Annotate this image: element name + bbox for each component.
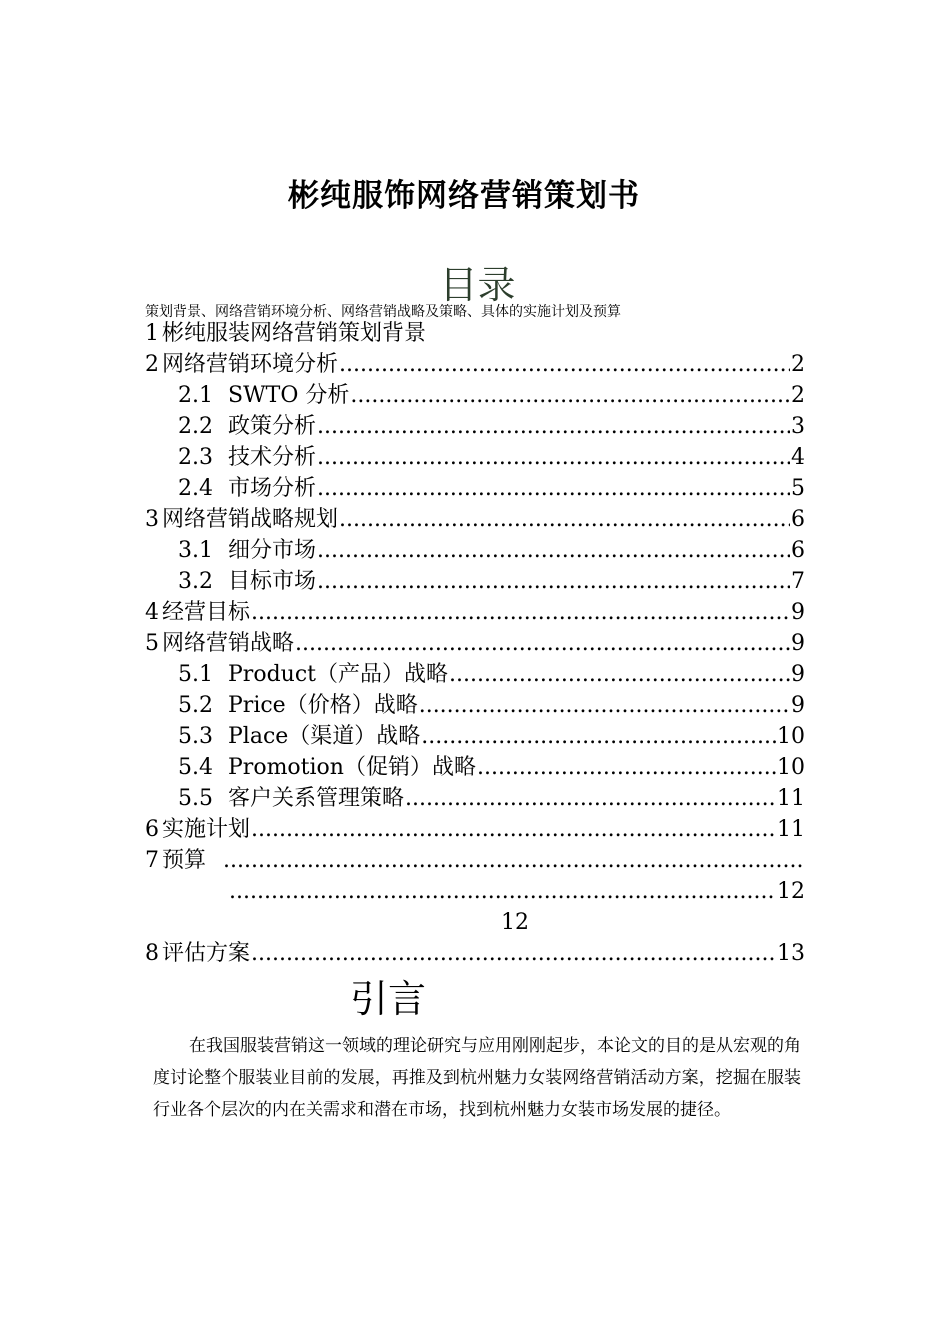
table-of-contents: [145, 318, 805, 969]
toc-entry[interactable]: [145, 380, 805, 411]
toc-entry-page: 6: [791, 538, 805, 563]
toc-entry-label: SWTO 分析: [228, 383, 350, 408]
toc-entry[interactable]: [145, 318, 805, 349]
toc-entry-label: 政策分析: [228, 414, 317, 439]
toc-entry-page: 9: [791, 600, 805, 625]
toc-entry-page: 2: [791, 383, 805, 408]
toc-entry-label: 预算: [162, 848, 207, 873]
toc-entry-page: 10: [777, 755, 805, 780]
toc-entry-page: 11: [777, 817, 805, 842]
toc-subtitle: 策划背景、网络营销环境分析、网络营销战略及策略、具体的实施计划及预算: [145, 304, 621, 320]
toc-entry-number: 5.4: [178, 755, 213, 780]
toc-entry-number: 3: [145, 507, 159, 532]
toc-leader-dots: [317, 566, 790, 597]
toc-stray-page-number: [145, 907, 805, 938]
toc-entry-label: Promotion（促销）战略: [228, 755, 476, 780]
toc-entry-label: 网络营销环境分析: [162, 352, 339, 377]
toc-entry[interactable]: [145, 504, 805, 535]
toc-entry-page: 4: [791, 445, 805, 470]
toc-entry-number: 8: [145, 941, 159, 966]
toc-leader-dots: [477, 752, 776, 783]
toc-entry-number: 2: [145, 352, 159, 377]
toc-leader-dots: [421, 721, 776, 752]
document-title: 彬纯服饰网络营销策划书: [288, 178, 640, 214]
toc-entry[interactable]: [145, 535, 805, 566]
toc-entry[interactable]: [145, 783, 805, 814]
intro-heading: 引言: [350, 977, 427, 1021]
toc-entry[interactable]: [145, 442, 805, 473]
toc-leader-dots: [251, 938, 776, 969]
toc-entry-number: 5.2: [178, 693, 213, 718]
toc-entry-page: 5: [791, 476, 805, 501]
toc-entry-page: 10: [777, 724, 805, 749]
toc-entry[interactable]: [145, 597, 805, 628]
toc-entry-page: 6: [791, 507, 805, 532]
toc-entry-number: 3.2: [178, 569, 213, 594]
toc-entry-number: 5.5: [178, 786, 213, 811]
toc-entry-page: 12: [777, 879, 805, 904]
toc-leader-dots: [251, 597, 790, 628]
toc-entry[interactable]: [145, 349, 805, 380]
toc-entry[interactable]: [145, 566, 805, 597]
toc-entry[interactable]: [145, 690, 805, 721]
toc-entry-number: 2.3: [178, 445, 213, 470]
toc-entry-page: 9: [791, 662, 805, 687]
toc-entry-label: 实施计划: [162, 817, 251, 842]
toc-entry-number: 5.1: [178, 662, 213, 687]
toc-leader-dots: [317, 411, 790, 442]
toc-entry-number: 2.1: [178, 383, 213, 408]
toc-leader-dots: [317, 535, 790, 566]
toc-entry-label: 评估方案: [162, 941, 251, 966]
toc-entry-continuation[interactable]: [145, 876, 805, 907]
toc-leader-dots: [251, 814, 776, 845]
toc-entry[interactable]: [145, 473, 805, 504]
toc-heading: 目录: [439, 263, 516, 307]
toc-leader-dots: [339, 349, 790, 380]
toc-entry-page: 12: [501, 910, 529, 935]
toc-leader-dots: [295, 628, 790, 659]
toc-entry-number: 5.3: [178, 724, 213, 749]
toc-entry-number: 1: [145, 321, 159, 346]
toc-entry-label: 市场分析: [228, 476, 317, 501]
toc-entry-number: 4: [145, 600, 159, 625]
toc-entry[interactable]: [145, 659, 805, 690]
toc-entry-number: 5: [145, 631, 159, 656]
toc-entry[interactable]: [145, 721, 805, 752]
toc-leader-dots: [317, 473, 790, 504]
toc-entry-label: 细分市场: [228, 538, 317, 563]
toc-entry-page: 7: [791, 569, 805, 594]
toc-entry-label: 客户关系管理策略: [228, 786, 405, 811]
toc-entry-page: 9: [791, 631, 805, 656]
toc-entry[interactable]: [145, 628, 805, 659]
toc-entry-label: 经营目标: [162, 600, 251, 625]
toc-entry-page: 11: [777, 786, 805, 811]
toc-entry[interactable]: [145, 938, 805, 969]
toc-entry-label: Place（渠道）战略: [228, 724, 421, 749]
toc-entry-label: Price（价格）战略: [228, 693, 418, 718]
toc-entry-page: 2: [791, 352, 805, 377]
toc-leader-dots: [449, 659, 790, 690]
toc-leader-dots: [223, 845, 804, 876]
toc-entry-label: 网络营销战略规划: [162, 507, 339, 532]
toc-entry[interactable]: [145, 814, 805, 845]
toc-leader-dots: [350, 380, 790, 411]
toc-entry-label: 目标市场: [228, 569, 317, 594]
toc-leader-dots: [419, 690, 790, 721]
toc-entry-number: 7: [145, 848, 159, 873]
toc-entry-page: 13: [777, 941, 805, 966]
toc-leader-dots: [317, 442, 790, 473]
toc-entry[interactable]: [145, 411, 805, 442]
toc-leader-dots: [229, 876, 776, 907]
toc-entry-page: 3: [791, 414, 805, 439]
toc-entry-label: 彬纯服装网络营销策划背景: [162, 321, 427, 346]
toc-entry-number: 2.4: [178, 476, 213, 501]
toc-entry-label: 技术分析: [228, 445, 317, 470]
toc-entry-number: 6: [145, 817, 159, 842]
toc-entry-number: 3.1: [178, 538, 213, 563]
toc-entry[interactable]: [145, 845, 805, 876]
toc-entry-label: Product（产品）战略: [228, 662, 448, 687]
toc-entry[interactable]: [145, 752, 805, 783]
toc-entry-page: 9: [791, 693, 805, 718]
intro-paragraph: 在我国服装营销这一领域的理论研究与应用刚刚起步，本论文的目的是从宏观的角度讨论整个服装业目前的发展，再推及到杭州魅力女装网络营销活动方案，挖掘在服装行业各个层次的内在关需求和潜在市场，找到杭州魅力女装市场发展的捷径。: [153, 1036, 801, 1120]
toc-entry-number: 2.2: [178, 414, 213, 439]
toc-leader-dots: [405, 783, 776, 814]
toc-leader-dots: [339, 504, 790, 535]
toc-entry-label: 网络营销战略: [162, 631, 295, 656]
